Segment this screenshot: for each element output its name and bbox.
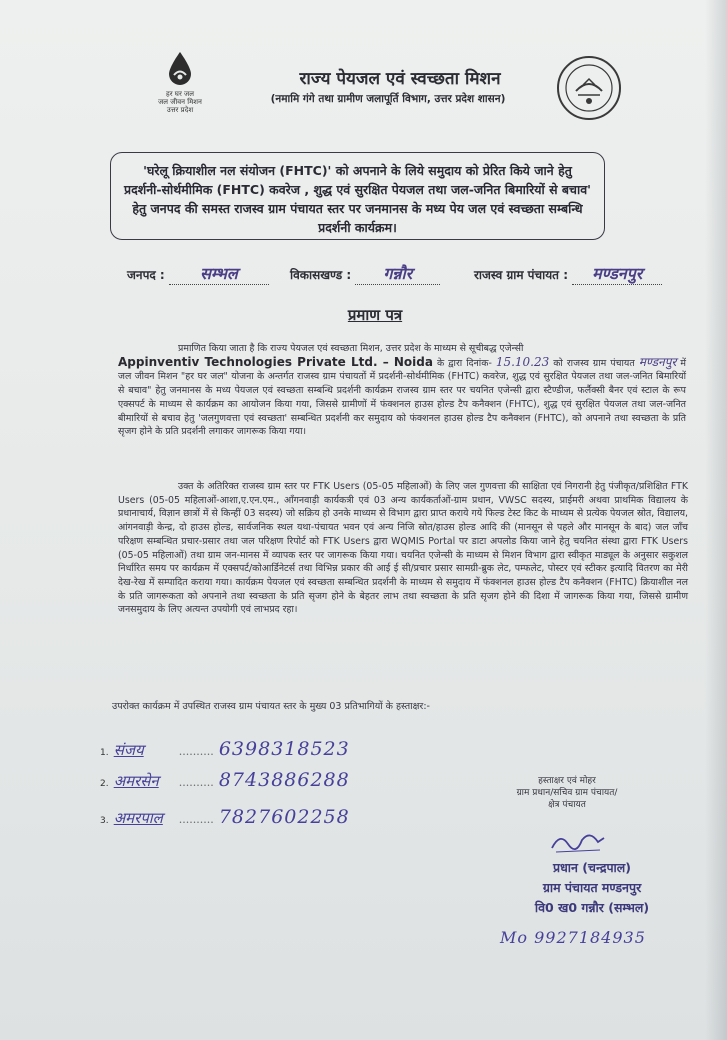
attestation-line: ग्राम प्रधान/सचिव ग्राम पंचायत/ <box>516 788 618 798</box>
pradhan-signature <box>548 826 608 856</box>
water-drop-icon <box>165 50 195 86</box>
block-field <box>290 262 440 285</box>
signatory-number: 1. <box>100 748 109 758</box>
signatory-name: संजय <box>113 741 144 759</box>
program-banner: 'घरेलू क्रियाशील नल संयोजन (FHTC)' को अपनाने के लिये समुदाय को प्रेरित किये जाने हेतु प्रदर्शनी-सोर्थमीमिक (FHTC) कवरेज , शुद्ध एवं सुरक्षित पेयजल तथा जल-जनित बिमारियों से बचाव' हेतु जनपद की समस्त राजस्व ग्राम पंचायत स्तर पर जनमानस के मध्य पेय जल एवं स्वच्छता सम्बन्धि प्रदर्शनी कार्यक्रम। <box>110 152 605 240</box>
program-date: 15.10.23 <box>495 354 550 369</box>
signatory-number: 3. <box>100 816 109 826</box>
para1-text-b: के द्वारा दिनांक- <box>436 357 492 369</box>
signatory-name: अमरसेन <box>113 772 159 790</box>
pradhan-stamp <box>507 858 677 918</box>
district-field <box>127 262 269 285</box>
signatory-phone: 7827602258 <box>218 806 350 828</box>
page-edge-shadow <box>705 0 727 1040</box>
attestation-line: क्षेत्र पंचायत <box>548 800 586 810</box>
certificate-title: प्रमाण पत्र <box>347 306 403 324</box>
logo-caption-2: जल जीवन मिशन <box>158 98 202 106</box>
signatory-row: 3. अमरपाल .......... 7827602258 <box>100 806 350 828</box>
signatory-name: अमरपाल <box>113 809 163 827</box>
signatory-phone: 6398318523 <box>218 738 350 760</box>
stamp-line: वि0 ख0 गन्नौर (सम्भल) <box>534 900 650 915</box>
para1-text-c: को राजस्व ग्राम पंचायत <box>553 357 635 369</box>
certificate-paragraph-1 <box>118 342 686 439</box>
block-label: विकासखण्ड : <box>290 268 352 282</box>
stamp-line: प्रधान (चन्द्रपाल) <box>552 860 631 875</box>
mobile-number: Mo 9927184935 <box>500 928 646 947</box>
attestation-line: हस्ताक्षर एवं मोहर <box>538 776 596 786</box>
har-ghar-jal-logo <box>150 50 210 114</box>
signatory-row: 1. संजय .......... 6398318523 <box>100 738 350 760</box>
village-value: मण्डनपुर <box>592 264 643 283</box>
org-title: राज्य पेयजल एवं स्वच्छता मिशन <box>299 69 501 89</box>
village-label: राजस्व ग्राम पंचायत : <box>474 268 568 282</box>
block-value: गन्नौर <box>383 264 413 283</box>
org-subtitle: (नमामि गंगे तथा ग्रामीण जलापूर्ति विभाग, उत्तर प्रदेश शासन) <box>270 93 506 105</box>
certificate-paragraph-2: उक्त के अतिरिक्त राजस्व ग्राम स्तर पर FTK Users (05-05 महिलाओं) के लिए जल गुणवत्ता की साक्षिता एवं निगरानी हेतु पंजीकृत/प्रशिक्षित FTK Users (05-05 महिलाओं-आशा,ए.एन.एम., आँगनवाड़ी कार्यकत्री एवं 03 अन्य कार्यकर्ताओं-ग्राम प्रधान, VWSC सदस्य, प्राईमरी अथवा प्राथमिक विद्यालय के प्रधानाचार्य, विज्ञान छात्रों में से किन्हीं 03 सदस्य) जो सक्रिय हो उनके माध्यम से विभाग द्वारा प्राप्त कराये गये फिल्ड टेस्ट किट के माध्यम से प्रत्येक पेयजल स्रोत, विद्यालय, आंगनवाड़ी केन्द्र, दो हाउस होल्ड, सार्वजनिक स्थल यथा-पंचायत भवन एवं अन्य निजि स्रोत/हाउस होल्ड आदि की (मानसून से पहले और मानसून के बाद) जल जाँच परिक्षण सम्बन्धित प्रचार-प्रसार तथा जल परिक्षण रिपोर्ट को FTK Users द्वारा WQMIS Portal पर डाटा अपलोड किया जाने हेतु चयनित संस्था द्वारा FTK Users (05-05 महिलाओं) तथा ग्राम जन-मानस में व्यापक स्तर पर जागरूक किया गया। चयनित एजेन्सी के माध्यम से मिशन विभाग द्वारा स्वीकृत माड्यूल के अनुसार सकुशल निर्धारित समय पर कार्यक्रम में एक्सपर्ट/कोआर्डिनेटर्स तथा विभिन्न प्रकार की आई ई सी/प्रचार प्रसार सामग्री-ब्रुक लेट, पम्फलेट, पोस्टर एवं स्टीकर इत्यादि वितरण का मेरी देख-रेख में सम्पादित कराया गया। कार्यक्रम पेयजल एवं स्वच्छता सम्बन्धित प्रदर्शनी के माध्यम से समुदाय में फंक्शनल हाउस होल्ड टैप कनैक्शन (FHTC) क्रियाशील नल के प्रति जागरूकता को अपनाने तथा स्वच्छता के प्रति सृजग होने के बेहतर लाभ तथा स्वच्छता के प्रति सृजग होने की दिशा में जागरूक किया गया, जिससे ग्रामीण जनसमुदाय के लिए अत्यन्त उपयोगी एवं लाभप्रद रहा। <box>118 481 688 616</box>
signatory-number: 2. <box>100 779 109 789</box>
para1-text-a: प्रमाणित किया जाता है कि राज्य पेयजल एवं स्वच्छता मिशन, उत्तर प्रदेश के माध्यम से सूचीबद्ध एजेन्सी <box>178 343 524 354</box>
district-label: जनपद : <box>127 268 165 282</box>
stamp-line: ग्राम पंचायत मण्डनपुर <box>542 880 642 895</box>
village-inline: मण्डनपुर <box>638 354 677 369</box>
up-govt-seal-icon <box>556 55 622 121</box>
district-value: सम्भल <box>200 264 238 283</box>
attestation-block <box>487 775 647 811</box>
logo-caption-1: हर घर जल <box>166 90 194 98</box>
agency-name: Appinventiv Technologies Private Ltd. – Noida <box>118 354 433 369</box>
para1-text-d: में जल जीवन मिशन "हर घर जल" योजना के अन्तर्गत राजस्व ग्राम पंचायतों में प्रदर्शनी-सोर्थमीमिक (FHTC) कवरेज, शुद्ध एवं सुरक्षित पेयजल तथा जल-जनित बिमारियों से बचाव" हेतु जनमानस के मध्य पेयजल एवं स्वच्छता सम्बन्धि प्रदर्शनी कार्यक्रम राजस्व ग्राम स्तर पर चयनित एजेन्सी द्वारा स्टैण्डीज, फर्लैक्सी बैनर एवं स्टाल के रूप एक्सपर्ट के माध्यम से कार्यक्रम का आयोजन किया गया, जिससे ग्रामीणों में फंक्शनल हाउस होल्ड टैप कनैक्शन (FHTC), शुद्ध एवं सुरक्षित पेयजल तथा जल-जनित बीमारियों से बचाव हेतु 'जलगुणवत्ता एवं स्वच्छता' सम्बन्धित प्रदर्शनी कर समुदाय को फंक्शनल हाउस होल्ड टैप कनैक्शन (FHTC), को अपनाने तथा स्वच्छता के प्रति सृजग होने के प्रति प्रदर्शनी लगाकर जागरूक किया गया। <box>118 357 686 438</box>
signatory-phone: 8743886288 <box>218 769 350 791</box>
village-field <box>474 262 662 285</box>
signatories-intro: उपरोक्त कार्यक्रम में उपस्थित राजस्व ग्राम पंचायत स्तर के मुख्य 03 प्रतिभागियों के हस्ताक्षर:- <box>112 701 430 712</box>
signatory-row: 2. अमरसेन .......... 8743886288 <box>100 769 350 791</box>
logo-caption-3: उत्तर प्रदेश <box>166 106 194 114</box>
